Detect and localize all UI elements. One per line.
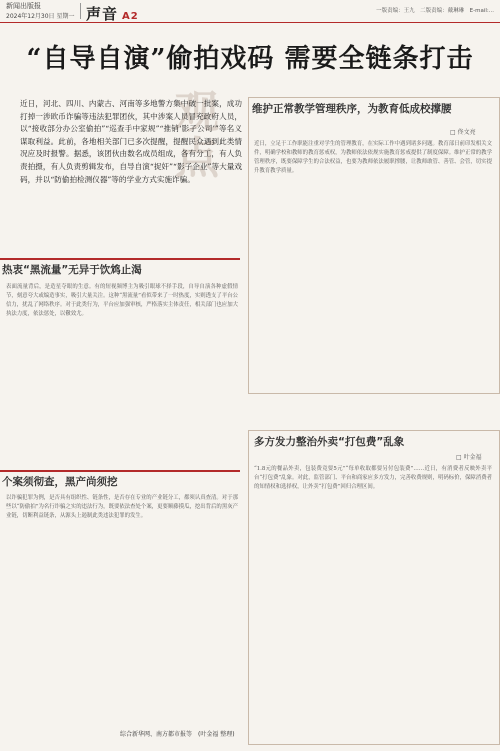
main-headline: “自导自演”偷拍戏码 需要全链条打击 xyxy=(26,44,474,74)
article-body-left2: 以诈骗犯罪为例，是否具有组织性、链条性，是否存在专业的产业链分工，都须认真查清。对于那些以“防偷拍”为名行诈骗之实的违法行为，既要依法查处个案，更要顺藤摸瓜，挖出背后的黑灰产业链，切断利益链条，从源头上遏制此类违法犯罪的发生。 xyxy=(6,495,238,519)
section-title-right1: 维护正常教学管理秩序，为教育低成校撑腰 xyxy=(252,103,452,115)
article-body-right2: “1.8元的餐品外卖，包装费竟要5元”“每单收取都要另付包装费”……近日，有消费者反映外卖平台“打包费”乱象。对此，监管部门、平台和商家应多方发力，完善收费规则，明码标价，保障消费者的知情权和选择权，让外卖“打包费”回归合理区间。 xyxy=(254,466,492,490)
byline-right1: □ 佟文亮 xyxy=(450,129,476,136)
masthead xyxy=(0,0,500,23)
section-title xyxy=(86,3,139,24)
byline-right2: □ 叶金福 xyxy=(456,454,482,461)
section-divider xyxy=(0,258,240,260)
masthead-divider xyxy=(80,3,81,19)
masthead-credits: 一版责编：王九 二版责编：戴琳琳 E-mail:... xyxy=(376,8,494,14)
section-title-left1: 热衷“黑流量”无异于饮鸩止渴 xyxy=(2,264,142,276)
section-name: 声音 xyxy=(86,5,119,23)
lead-paragraph: 近日，河北、四川、内蒙古、河南等多地警方集中破一批案，成功打掉一涉欧币诈骗等违法犯罪团伙，其中涉案人员冒充政府人员，以“接收部分办公室偷拍”“巡查手中家规”“推销‘影子公司’”等名义谋取利益。此前，各地相关部门已多次提醒，提醒民众遇到此类情况应及时报警。据悉，该团伙由数名成员组成，各有分工，有人负责拍摄，有人负责剪辑发布，自导自演“捉奸”“影子企业”等大量戏码，并以“防偷拍检测仪器”等的学业方式实施诈骗。 xyxy=(20,99,242,184)
section-title-right2: 多方发力整治外卖“打包费”乱象 xyxy=(254,436,405,448)
article-body-right1: 近日，立足于工作职能注重对学生的管理教育，在实际工作中遇到诸多问题。教育部日前印发相关文件，明确学校和教师的教育惩戒权，为教师依法依规实施教育惩戒提供了制度保障。维护正常的教学管理秩序，既要保障学生的合法权益，也要为教师依法履职撑腰，让教师敢管、善管、会管，切实提升教育教学质量。 xyxy=(254,141,492,174)
source-caption: 综合新华网、南方都市报等 (叶金福 整理) xyxy=(120,731,235,738)
issue-date: 2024年12月30日 星期一 xyxy=(6,13,75,20)
section-divider xyxy=(0,470,240,472)
article-body-left1: 表面流量背后，是造星夺眼的生意。有的短视频博主为吸引眼球不择手段，自导自演各种虚假情节，刻意夸大或编造事实，吸引大量关注。这种“黑流量”看似带来了一时热度，实则透支了平台公信力，扰乱了网络秩序。对于此类行为，平台应加强审核，严格落实主体责任，相关部门也应加大执法力度，依法惩处，以儆效尤。 xyxy=(6,284,238,317)
page-number: A2 xyxy=(122,11,139,22)
decorative-guandian-text: 观点 xyxy=(175,87,219,184)
newspaper-name: 新闻出版报 xyxy=(6,2,41,10)
section-title-left2: 个案须彻查，黑产尚须挖 xyxy=(2,476,118,488)
